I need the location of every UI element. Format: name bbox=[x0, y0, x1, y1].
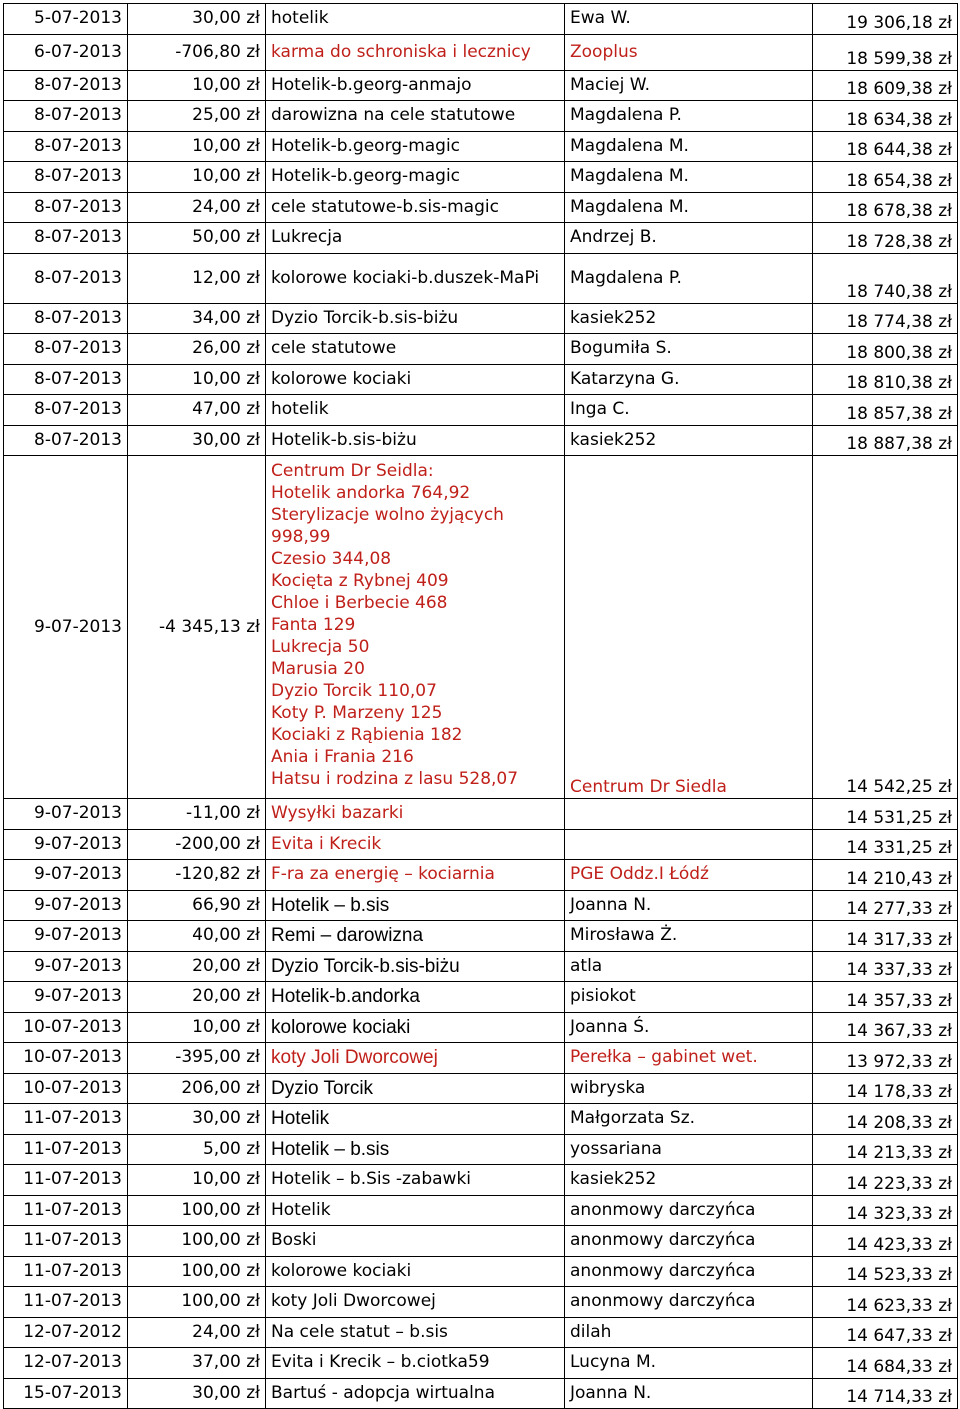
cell-donor: Lucyna M. bbox=[565, 1348, 813, 1379]
cell-date: 8-07-2013 bbox=[4, 395, 128, 426]
cell-date: 8-07-2013 bbox=[4, 70, 128, 101]
cell-amount: 100,00 zł bbox=[128, 1195, 266, 1226]
table-row bbox=[4, 1195, 958, 1226]
cell-description: cele statutowe bbox=[266, 334, 565, 365]
cell-description: kolorowe kociaki-b.duszek-MaPi bbox=[266, 253, 565, 303]
cell-amount: -120,82 zł bbox=[128, 860, 266, 891]
cell-date: 12-07-2013 bbox=[4, 1348, 128, 1379]
cell-amount: 30,00 zł bbox=[128, 4, 266, 35]
cell-balance: 14 178,33 zł bbox=[813, 1073, 958, 1104]
cell-amount: 47,00 zł bbox=[128, 395, 266, 426]
table-row bbox=[4, 162, 958, 193]
cell-date: 9-07-2013 bbox=[4, 982, 128, 1013]
cell-description: Dyzio Torcik-b.sis-biżu bbox=[266, 951, 565, 982]
cell-description: kolorowe kociaki bbox=[266, 1012, 565, 1043]
cell-date: 5-07-2013 bbox=[4, 4, 128, 35]
cell-date: 8-07-2013 bbox=[4, 334, 128, 365]
cell-balance: 14 423,33 zł bbox=[813, 1226, 958, 1257]
cell-amount: 100,00 zł bbox=[128, 1287, 266, 1318]
cell-amount: 37,00 zł bbox=[128, 1348, 266, 1379]
cell-donor: Maciej W. bbox=[565, 70, 813, 101]
cell-date: 15-07-2013 bbox=[4, 1378, 128, 1409]
cell-description: Hotelik – b.Sis -zabawki bbox=[266, 1165, 565, 1196]
cell-donor: Magdalena P. bbox=[565, 253, 813, 303]
description-line: Fanta 129 bbox=[271, 615, 356, 635]
cell-date: 8-07-2013 bbox=[4, 253, 128, 303]
cell-donor: Ewa W. bbox=[565, 4, 813, 35]
cell-amount: 34,00 zł bbox=[128, 303, 266, 334]
cell-balance: 19 306,18 zł bbox=[813, 4, 958, 35]
cell-donor: yossariana bbox=[565, 1134, 813, 1165]
cell-donor: Joanna N. bbox=[565, 890, 813, 921]
cell-amount: 40,00 zł bbox=[128, 921, 266, 952]
cell-balance: 18 857,38 zł bbox=[813, 395, 958, 426]
cell-balance: 14 317,33 zł bbox=[813, 921, 958, 952]
cell-donor: Andrzej B. bbox=[565, 223, 813, 254]
cell-description: koty Joli Dworcowej bbox=[266, 1287, 565, 1318]
cell-donor: Inga C. bbox=[565, 395, 813, 426]
cell-description: Hotelik – b.sis bbox=[266, 890, 565, 921]
cell-amount: 66,90 zł bbox=[128, 890, 266, 921]
cell-balance: 14 208,33 zł bbox=[813, 1104, 958, 1135]
table-row bbox=[4, 425, 958, 456]
cell-amount: 30,00 zł bbox=[128, 1104, 266, 1135]
cell-description: Wysyłki bazarki bbox=[266, 799, 565, 830]
cell-balance: 14 367,33 zł bbox=[813, 1012, 958, 1043]
cell-balance: 14 531,25 zł bbox=[813, 799, 958, 830]
table-row bbox=[4, 1378, 958, 1409]
cell-date: 9-07-2013 bbox=[4, 860, 128, 891]
table-row bbox=[4, 1012, 958, 1043]
ledger-body bbox=[4, 4, 958, 1409]
cell-balance: 18 644,38 zł bbox=[813, 131, 958, 162]
description-line: Dyzio Torcik 110,07 bbox=[271, 681, 437, 701]
cell-amount: 10,00 zł bbox=[128, 1012, 266, 1043]
table-row bbox=[4, 1287, 958, 1318]
cell-date: 8-07-2013 bbox=[4, 425, 128, 456]
cell-balance: 14 357,33 zł bbox=[813, 982, 958, 1013]
cell-balance: 14 331,25 zł bbox=[813, 829, 958, 860]
cell-description: F-ra za energię – kociarnia bbox=[266, 860, 565, 891]
cell-balance: 14 714,33 zł bbox=[813, 1378, 958, 1409]
cell-balance: 18 774,38 zł bbox=[813, 303, 958, 334]
cell-amount: 206,00 zł bbox=[128, 1073, 266, 1104]
cell-balance: 14 277,33 zł bbox=[813, 890, 958, 921]
table-row bbox=[4, 860, 958, 891]
cell-date: 11-07-2013 bbox=[4, 1134, 128, 1165]
table-row bbox=[4, 364, 958, 395]
cell-balance: 14 647,33 zł bbox=[813, 1317, 958, 1348]
table-row bbox=[4, 70, 958, 101]
cell-amount: -395,00 zł bbox=[128, 1043, 266, 1074]
cell-date: 11-07-2013 bbox=[4, 1256, 128, 1287]
cell-donor: kasiek252 bbox=[565, 303, 813, 334]
cell-description: Hotelik – b.sis bbox=[266, 1134, 565, 1165]
cell-description: Dyzio Torcik-b.sis-biżu bbox=[266, 303, 565, 334]
description-line: Lukrecja 50 bbox=[271, 637, 370, 657]
table-row bbox=[4, 101, 958, 132]
cell-amount: -11,00 zł bbox=[128, 799, 266, 830]
description-line: Hotelik andorka 764,92 bbox=[271, 483, 471, 503]
cell-description: hotelik bbox=[266, 395, 565, 426]
table-row bbox=[4, 131, 958, 162]
cell-description bbox=[266, 456, 565, 799]
cell-description: Bartuś - adopcja wirtualna bbox=[266, 1378, 565, 1409]
cell-amount: 24,00 zł bbox=[128, 1317, 266, 1348]
table-row bbox=[4, 34, 958, 70]
cell-date: 12-07-2012 bbox=[4, 1317, 128, 1348]
table-row bbox=[4, 1226, 958, 1257]
cell-balance: 18 728,38 zł bbox=[813, 223, 958, 254]
cell-description: Hotelik-b.georg-anmajo bbox=[266, 70, 565, 101]
donations-ledger-table bbox=[3, 3, 958, 1409]
cell-balance: 18 599,38 zł bbox=[813, 34, 958, 70]
table-row bbox=[4, 395, 958, 426]
table-row bbox=[4, 223, 958, 254]
cell-description: Na cele statut – b.sis bbox=[266, 1317, 565, 1348]
cell-donor: wibryska bbox=[565, 1073, 813, 1104]
cell-donor: PGE Oddz.I Łódź bbox=[565, 860, 813, 891]
cell-description: Dyzio Torcik bbox=[266, 1073, 565, 1104]
table-row bbox=[4, 1043, 958, 1074]
cell-description: Evita i Krecik – b.ciotka59 bbox=[266, 1348, 565, 1379]
cell-amount: 100,00 zł bbox=[128, 1256, 266, 1287]
cell-date: 11-07-2013 bbox=[4, 1165, 128, 1196]
cell-description: kolorowe kociaki bbox=[266, 1256, 565, 1287]
cell-description: koty Joli Dworcowej bbox=[266, 1043, 565, 1074]
cell-date: 10-07-2013 bbox=[4, 1043, 128, 1074]
cell-donor: Małgorzata Sz. bbox=[565, 1104, 813, 1135]
cell-amount: 30,00 zł bbox=[128, 1378, 266, 1409]
description-line: Marusia 20 bbox=[271, 659, 365, 679]
table-row bbox=[4, 1073, 958, 1104]
cell-balance: 18 654,38 zł bbox=[813, 162, 958, 193]
cell-donor: anonmowy darczyńca bbox=[565, 1256, 813, 1287]
cell-donor: dilah bbox=[565, 1317, 813, 1348]
cell-donor: kasiek252 bbox=[565, 425, 813, 456]
cell-balance: 18 609,38 zł bbox=[813, 70, 958, 101]
cell-donor: Joanna Ś. bbox=[565, 1012, 813, 1043]
cell-description: Hotelik-b.sis-biżu bbox=[266, 425, 565, 456]
cell-description: Hotelik bbox=[266, 1104, 565, 1135]
cell-date: 8-07-2013 bbox=[4, 131, 128, 162]
cell-balance: 14 337,33 zł bbox=[813, 951, 958, 982]
cell-amount: 25,00 zł bbox=[128, 101, 266, 132]
cell-donor: Bogumiła S. bbox=[565, 334, 813, 365]
description-line: Ania i Frania 216 bbox=[271, 747, 414, 767]
description-line: Sterylizacje wolno żyjących 998,99 bbox=[271, 505, 504, 547]
cell-donor bbox=[565, 829, 813, 860]
cell-date: 11-07-2013 bbox=[4, 1287, 128, 1318]
cell-description: hotelik bbox=[266, 4, 565, 35]
table-row bbox=[4, 456, 958, 799]
cell-amount: 10,00 zł bbox=[128, 364, 266, 395]
cell-amount: 100,00 zł bbox=[128, 1226, 266, 1257]
cell-date: 6-07-2013 bbox=[4, 34, 128, 70]
cell-amount: 20,00 zł bbox=[128, 982, 266, 1013]
cell-balance: 18 887,38 zł bbox=[813, 425, 958, 456]
cell-date: 8-07-2013 bbox=[4, 162, 128, 193]
cell-description: Boski bbox=[266, 1226, 565, 1257]
description-line: Hatsu i rodzina z lasu 528,07 bbox=[271, 769, 519, 789]
cell-balance: 14 323,33 zł bbox=[813, 1195, 958, 1226]
cell-date: 9-07-2013 bbox=[4, 890, 128, 921]
cell-date: 8-07-2013 bbox=[4, 303, 128, 334]
cell-date: 8-07-2013 bbox=[4, 223, 128, 254]
table-row bbox=[4, 253, 958, 303]
description-line: Kocięta z Rybnej 409 bbox=[271, 571, 449, 591]
cell-date: 10-07-2013 bbox=[4, 1012, 128, 1043]
cell-date: 9-07-2013 bbox=[4, 799, 128, 830]
cell-donor: Zooplus bbox=[565, 34, 813, 70]
cell-donor: Joanna N. bbox=[565, 1378, 813, 1409]
cell-donor: anonmowy darczyńca bbox=[565, 1195, 813, 1226]
table-row bbox=[4, 192, 958, 223]
cell-description: cele statutowe-b.sis-magic bbox=[266, 192, 565, 223]
cell-balance: 14 210,43 zł bbox=[813, 860, 958, 891]
cell-description: kolorowe kociaki bbox=[266, 364, 565, 395]
cell-amount: -4 345,13 zł bbox=[128, 456, 266, 799]
cell-description: darowizna na cele statutowe bbox=[266, 101, 565, 132]
cell-balance: 18 634,38 zł bbox=[813, 101, 958, 132]
cell-amount: 10,00 zł bbox=[128, 1165, 266, 1196]
cell-description: Hotelik bbox=[266, 1195, 565, 1226]
table-row bbox=[4, 799, 958, 830]
description-line: Czesio 344,08 bbox=[271, 549, 392, 569]
table-row bbox=[4, 890, 958, 921]
cell-amount: -706,80 zł bbox=[128, 34, 266, 70]
table-row bbox=[4, 1256, 958, 1287]
cell-balance: 18 810,38 zł bbox=[813, 364, 958, 395]
cell-date: 8-07-2013 bbox=[4, 101, 128, 132]
table-row bbox=[4, 1134, 958, 1165]
table-row bbox=[4, 4, 958, 35]
table-row bbox=[4, 829, 958, 860]
cell-balance: 14 223,33 zł bbox=[813, 1165, 958, 1196]
cell-amount: 26,00 zł bbox=[128, 334, 266, 365]
cell-donor: Magdalena M. bbox=[565, 162, 813, 193]
cell-date: 9-07-2013 bbox=[4, 951, 128, 982]
cell-donor: anonmowy darczyńca bbox=[565, 1287, 813, 1318]
table-row bbox=[4, 1165, 958, 1196]
cell-amount: -200,00 zł bbox=[128, 829, 266, 860]
cell-description: Hotelik-b.georg-magic bbox=[266, 162, 565, 193]
description-line: Kociaki z Rąbienia 182 bbox=[271, 725, 463, 745]
cell-donor: Magdalena M. bbox=[565, 131, 813, 162]
cell-amount: 50,00 zł bbox=[128, 223, 266, 254]
cell-date: 8-07-2013 bbox=[4, 364, 128, 395]
cell-date: 9-07-2013 bbox=[4, 456, 128, 799]
cell-balance: 14 542,25 zł bbox=[813, 456, 958, 799]
cell-amount: 5,00 zł bbox=[128, 1134, 266, 1165]
cell-amount: 24,00 zł bbox=[128, 192, 266, 223]
cell-description: karma do schroniska i lecznicy bbox=[266, 34, 565, 70]
cell-amount: 30,00 zł bbox=[128, 425, 266, 456]
cell-donor: Perełka – gabinet wet. bbox=[565, 1043, 813, 1074]
description-line: Chloe i Berbecie 468 bbox=[271, 593, 448, 613]
cell-description: Lukrecja bbox=[266, 223, 565, 254]
table-row bbox=[4, 303, 958, 334]
cell-date: 11-07-2013 bbox=[4, 1195, 128, 1226]
cell-balance: 14 684,33 zł bbox=[813, 1348, 958, 1379]
cell-date: 9-07-2013 bbox=[4, 829, 128, 860]
table-row bbox=[4, 1317, 958, 1348]
cell-amount: 12,00 zł bbox=[128, 253, 266, 303]
cell-description: Hotelik-b.georg-magic bbox=[266, 131, 565, 162]
description-line: Centrum Dr Seidla: bbox=[271, 461, 434, 481]
cell-date: 10-07-2013 bbox=[4, 1073, 128, 1104]
cell-amount: 10,00 zł bbox=[128, 162, 266, 193]
cell-description: Hotelik-b.andorka bbox=[266, 982, 565, 1013]
cell-description: Evita i Krecik bbox=[266, 829, 565, 860]
cell-amount: 10,00 zł bbox=[128, 131, 266, 162]
cell-balance: 18 740,38 zł bbox=[813, 253, 958, 303]
cell-donor: atla bbox=[565, 951, 813, 982]
table-row bbox=[4, 1348, 958, 1379]
cell-date: 11-07-2013 bbox=[4, 1226, 128, 1257]
cell-balance: 14 523,33 zł bbox=[813, 1256, 958, 1287]
cell-amount: 10,00 zł bbox=[128, 70, 266, 101]
cell-balance: 14 213,33 zł bbox=[813, 1134, 958, 1165]
cell-description: Remi – darowizna bbox=[266, 921, 565, 952]
cell-donor: anonmowy darczyńca bbox=[565, 1226, 813, 1257]
cell-amount: 20,00 zł bbox=[128, 951, 266, 982]
cell-donor: Katarzyna G. bbox=[565, 364, 813, 395]
cell-date: 11-07-2013 bbox=[4, 1104, 128, 1135]
cell-balance: 18 800,38 zł bbox=[813, 334, 958, 365]
cell-donor: Mirosława Ż. bbox=[565, 921, 813, 952]
table-row bbox=[4, 1104, 958, 1135]
cell-donor bbox=[565, 799, 813, 830]
table-row bbox=[4, 334, 958, 365]
table-row bbox=[4, 951, 958, 982]
description-line: Koty P. Marzeny 125 bbox=[271, 703, 443, 723]
table-row bbox=[4, 982, 958, 1013]
cell-donor: Centrum Dr Siedla bbox=[565, 456, 813, 799]
cell-balance: 14 623,33 zł bbox=[813, 1287, 958, 1318]
table-row bbox=[4, 921, 958, 952]
cell-donor: kasiek252 bbox=[565, 1165, 813, 1196]
cell-donor: pisiokot bbox=[565, 982, 813, 1013]
cell-date: 9-07-2013 bbox=[4, 921, 128, 952]
cell-balance: 18 678,38 zł bbox=[813, 192, 958, 223]
cell-date: 8-07-2013 bbox=[4, 192, 128, 223]
cell-balance: 13 972,33 zł bbox=[813, 1043, 958, 1074]
cell-donor: Magdalena P. bbox=[565, 101, 813, 132]
cell-donor: Magdalena M. bbox=[565, 192, 813, 223]
